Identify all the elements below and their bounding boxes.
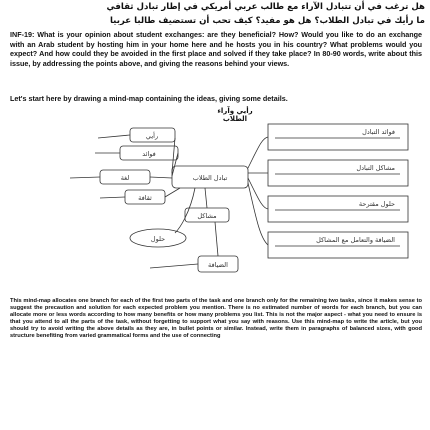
start-instruction: Let's start here by drawing a mind-map containing the ideas, giving some details. (10, 94, 288, 103)
mindmap-title: رأيي وآراء الطلاب (217, 107, 253, 123)
task-prompt: INF-19: What is your opinion about student exchanges: are they beneficial? How? Would you like to do an exchange with an Arab student by hosting him in your home here and he hosts you in his country? What problems would you expect? And how could they be avoided in the first place and solved if they take place? In 80-90 words, write about this issue, by addressing the points above, and giving the reasons behind your views. (10, 30, 422, 68)
mind-map-diagram (0, 108, 430, 298)
center-node-label: تبادل الطلاب (192, 174, 228, 182)
node-label-benefits: فوائد (142, 150, 156, 158)
explanation-paragraph: This mind-map allocates one branch for each of the first two parts of the task and one branch only for the remaining two tasks, since it makes sense to suggest the precaution and solution for each expected problem you mention. There is no estimated number of words for each branch, but you can allocate more or less words according to how many benefits or how many problems you list. This is not the major aspect - what you need to ensure is that you attend to all the parts of the task, without forgetting to support what you say with reasons. Use this mind-map to write the article, but you should try to avoid writing the above details as they are, in bullet points or similar. Instead, write them in paragraphs of balanced sizes, with good structure benefiting from varied grammatical forms and the use of connecting (10, 298, 422, 340)
node-label-opinion: رأيي (145, 132, 159, 140)
arabic-title-line-1: هل ترغب في أن تتبادل الآراء مع طالب عربي أمريكي في إطار تبادل ثقافي (106, 2, 425, 12)
mindmap-box-4-label: الضيافة والتعامل مع المشاكل (316, 236, 395, 244)
node-label-solutions: حلول (150, 235, 166, 243)
arabic-title-line-2: ما رأيك في تبادل الطلاب؟ هل هو مفيد؟ كيف تحب أن تستضيف طالبا عربيا (109, 16, 425, 26)
mindmap-box-2-label: مشاكل التبادل (356, 164, 395, 172)
mindmap-box-3-label: حلول مقترحة (358, 200, 395, 208)
node-label-problems: مشاكل (197, 212, 217, 220)
mindmap-box-1-label: فوائد التبادل (362, 128, 395, 136)
node-label-hosting: الضيافة (208, 261, 228, 269)
node-label-culture: ثقافة (138, 194, 152, 202)
node-label-language: لغة (120, 174, 130, 182)
